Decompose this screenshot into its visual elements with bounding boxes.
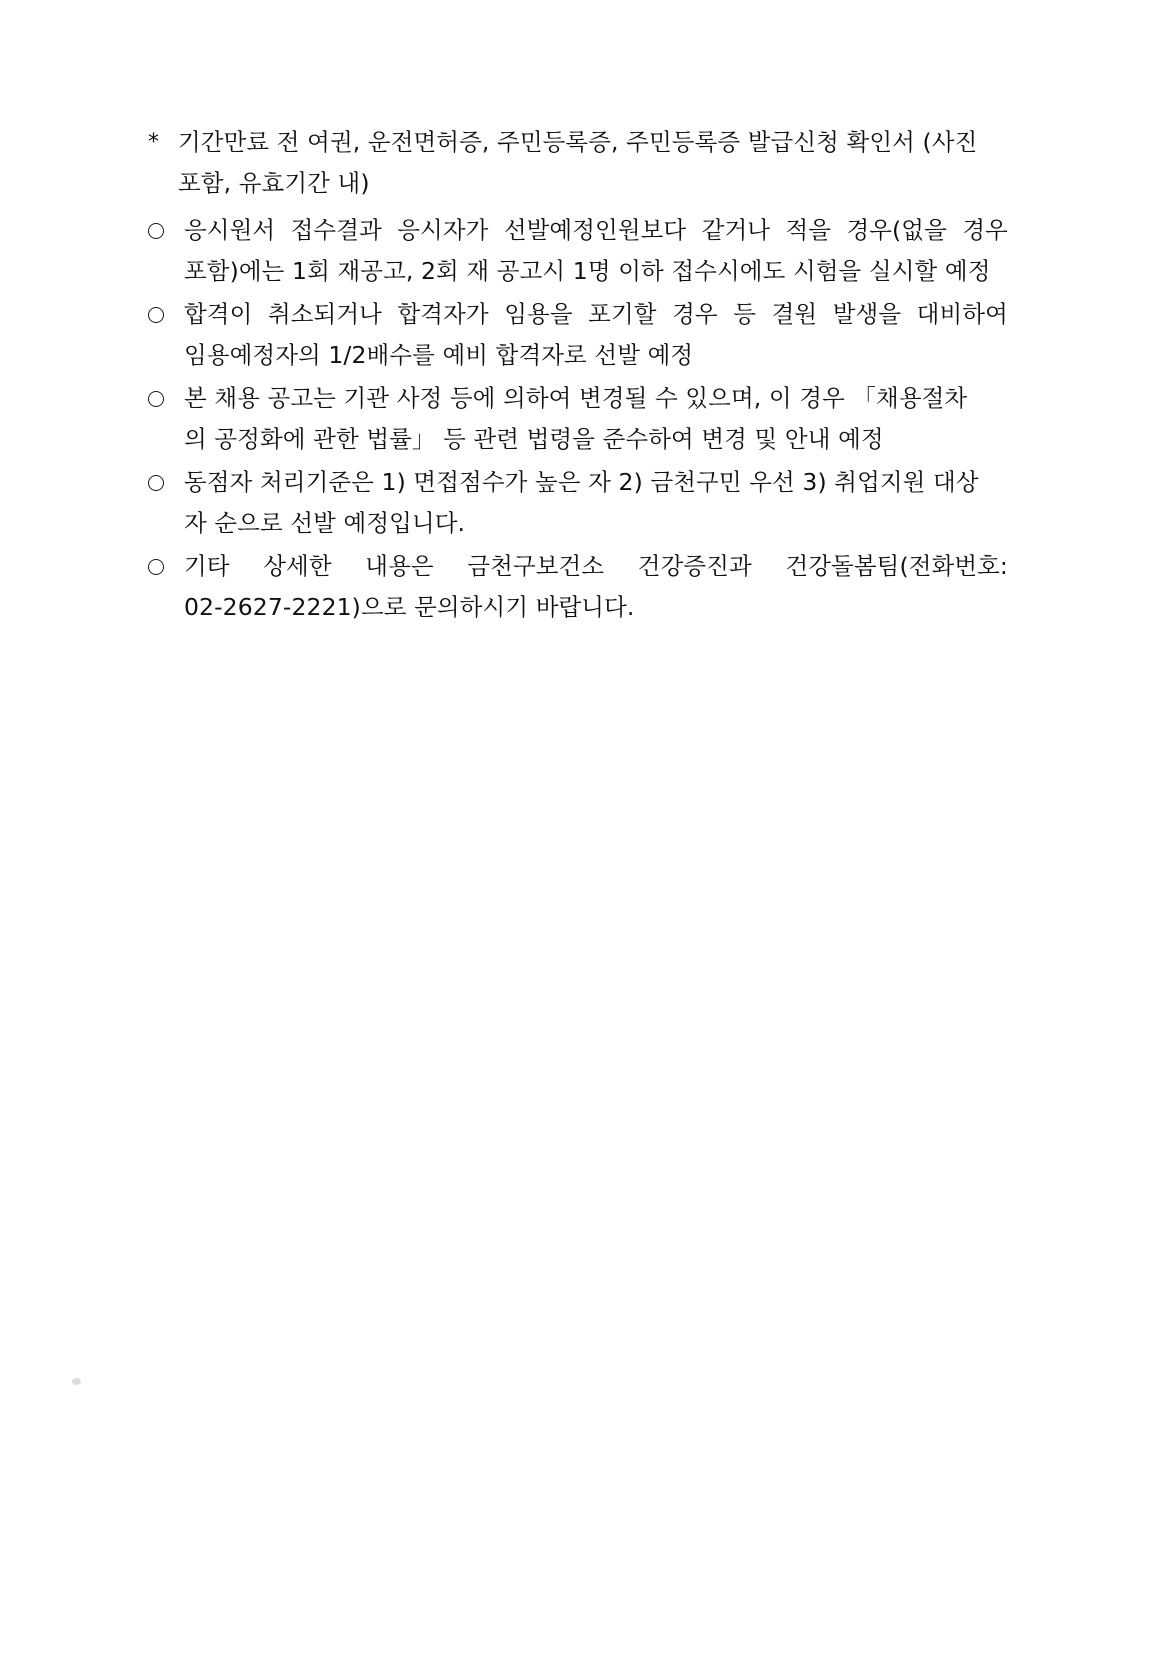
document-body (148, 122, 1008, 630)
list-item-text (184, 546, 1008, 628)
note-block (148, 122, 1008, 204)
circle-bullet-marker (148, 462, 184, 503)
text-chunk: 임용을 (504, 300, 573, 328)
list-item-line: 포함)에는 1회 재공고, 2회 재 공고시 1명 이하 접수시에도 시험을 실시할 예정 (184, 257, 991, 285)
list-item-text (184, 210, 1008, 292)
list-item-line: 동점자 처리기준은 1) 면접점수가 높은 자 2) 금천구민 우선 3) 취업지원 대상 (184, 468, 979, 496)
circle-icon (148, 223, 164, 239)
list-item (148, 294, 1008, 376)
text-chunk: 발생을 (832, 300, 902, 328)
text-chunk: 결원 (771, 300, 818, 328)
circle-bullet-marker (148, 378, 184, 419)
circle-bullet-marker (148, 210, 184, 251)
list-item-line: 임용예정자의 1/2배수를 예비 합격자로 선발 예정 (184, 341, 694, 369)
list-item-line (184, 546, 1008, 587)
circle-icon (148, 559, 164, 575)
circle-bullet-marker (148, 294, 184, 335)
list-item (148, 546, 1008, 628)
circle-icon (148, 391, 164, 407)
list-item-line (184, 210, 1008, 251)
text-chunk: 응시원서 (184, 216, 276, 244)
list-item-line: 본 채용 공고는 기관 사정 등에 의하여 변경될 수 있으며, 이 경우 「채용절차 (184, 384, 968, 412)
note-line-2: 포함, 유효기간 내) (178, 169, 370, 197)
text-chunk: 선발예정인원보다 (503, 216, 687, 244)
text-chunk: 경우(없을 (846, 216, 947, 244)
text-chunk: 기타 (184, 552, 230, 580)
note-line-1: 기간만료 전 여권, 운전면허증, 주민등록증, 주민등록증 발급신청 확인서 (사진 (178, 128, 978, 156)
text-chunk: 건강돌봄팀(전화번호: (785, 552, 1008, 580)
list-item-line: 자 순으로 선발 예정입니다. (184, 509, 466, 537)
text-chunk: 건강증진과 (637, 552, 752, 580)
text-chunk: 취소되거나 (267, 300, 382, 328)
circle-bullet-marker (148, 546, 184, 587)
text-chunk: 경우 (672, 300, 718, 328)
text-chunk: 합격자가 (397, 300, 489, 328)
text-chunk: 내용은 (365, 552, 434, 580)
text-chunk: 같거나 (701, 216, 771, 244)
circle-icon (148, 475, 164, 491)
text-chunk: 대비하여 (916, 300, 1008, 328)
text-chunk: 상세한 (263, 552, 332, 580)
list-item-text (184, 378, 1008, 460)
list-item-line: 02-2627-2221)으로 문의하시기 바랍니다. (184, 593, 635, 621)
list-item-line: 의 공정화에 관한 법률」 등 관련 법령을 준수하여 변경 및 안내 예정 (184, 425, 884, 453)
list-item-text (184, 462, 1008, 544)
text-chunk: 포기할 (588, 300, 657, 328)
list-item-text (184, 294, 1008, 376)
asterisk-marker: * (148, 130, 159, 155)
text-chunk: 등 (733, 300, 757, 328)
text-chunk: 접수결과 (290, 216, 382, 244)
text-chunk: 합격이 (184, 300, 253, 328)
text-chunk: 금천구보건소 (467, 552, 605, 580)
list-item-line (184, 294, 1008, 335)
text-chunk: 응시자가 (397, 216, 489, 244)
list-item (148, 210, 1008, 292)
circle-icon (148, 307, 164, 323)
page-smudge-mark (72, 1378, 81, 1385)
list-item (148, 462, 1008, 544)
list-item (148, 378, 1008, 460)
note-text (178, 122, 1008, 204)
text-chunk: 경우 (962, 216, 1008, 244)
text-chunk: 적을 (785, 216, 832, 244)
